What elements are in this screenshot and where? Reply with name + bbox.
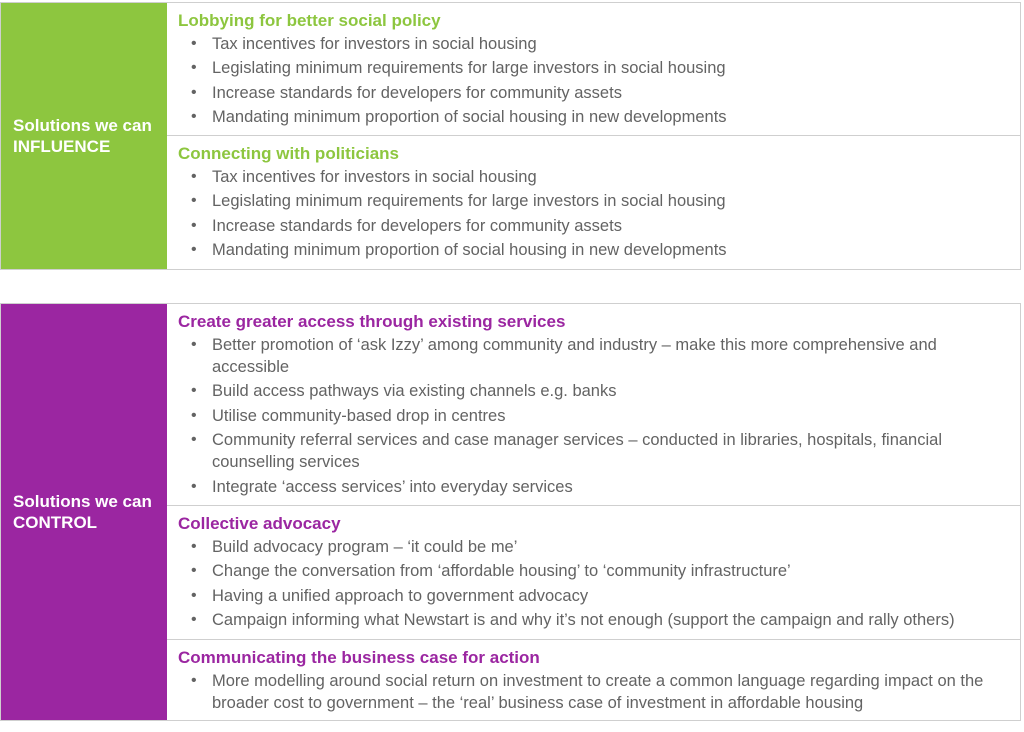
bullet-list	[178, 33, 1010, 128]
list-item: • More modelling around social return on investment to create a common language regarding impact on the broader cost to government – the ‘real’ business case of investment in affordable housing	[178, 670, 1010, 714]
list-item: • Mandating minimum proportion of social housing in new developments	[178, 106, 1010, 128]
section-title: Create greater access through existing services	[178, 312, 566, 331]
list-item: • Community referral services and case manager services – conducted in libraries, hospitals, financial counselling services	[178, 429, 1010, 473]
section-title: Lobbying for better social policy	[178, 11, 441, 30]
list-item: • Tax incentives for investors in social housing	[178, 33, 1010, 55]
control-label: Solutions we can CONTROL	[1, 304, 167, 720]
list-item: • Utilise community-based drop in centres	[178, 405, 1010, 427]
control-content	[167, 304, 1020, 720]
influence-content	[167, 3, 1020, 269]
section-advocacy	[167, 506, 1020, 640]
list-item: • Legislating minimum requirements for large investors in social housing	[178, 57, 1010, 79]
section-title: Connecting with politicians	[178, 144, 399, 163]
influence-block	[0, 2, 1021, 270]
list-item: • Build advocacy program – ‘it could be me’	[178, 536, 1010, 558]
section-lobbying	[167, 3, 1020, 136]
control-block	[0, 303, 1021, 721]
bullet-list	[178, 166, 1010, 261]
influence-label: Solutions we can INFLUENCE	[1, 3, 167, 269]
section-politicians	[167, 136, 1020, 269]
bullet-list	[178, 334, 1010, 498]
list-item: • Increase standards for developers for community assets	[178, 82, 1010, 104]
bullet-list	[178, 670, 1010, 714]
bullet-list	[178, 536, 1010, 631]
list-item: • Mandating minimum proportion of social housing in new developments	[178, 239, 1010, 261]
list-item: • Increase standards for developers for community assets	[178, 215, 1010, 237]
list-item: • Tax incentives for investors in social housing	[178, 166, 1010, 188]
list-item: • Campaign informing what Newstart is and why it’s not enough (support the campaign and rally others)	[178, 609, 1010, 631]
section-title: Communicating the business case for action	[178, 648, 540, 667]
list-item: • Better promotion of ‘ask Izzy’ among community and industry – make this more comprehensive and accessible	[178, 334, 1010, 378]
section-access	[167, 304, 1020, 506]
section-business-case	[167, 640, 1020, 720]
list-item: • Legislating minimum requirements for large investors in social housing	[178, 190, 1010, 212]
section-title: Collective advocacy	[178, 514, 341, 533]
list-item: • Having a unified approach to government advocacy	[178, 585, 1010, 607]
list-item: • Change the conversation from ‘affordable housing’ to ‘community infrastructure’	[178, 560, 1010, 582]
list-item: • Integrate ‘access services’ into everyday services	[178, 476, 1010, 498]
list-item: • Build access pathways via existing channels e.g. banks	[178, 380, 1010, 402]
